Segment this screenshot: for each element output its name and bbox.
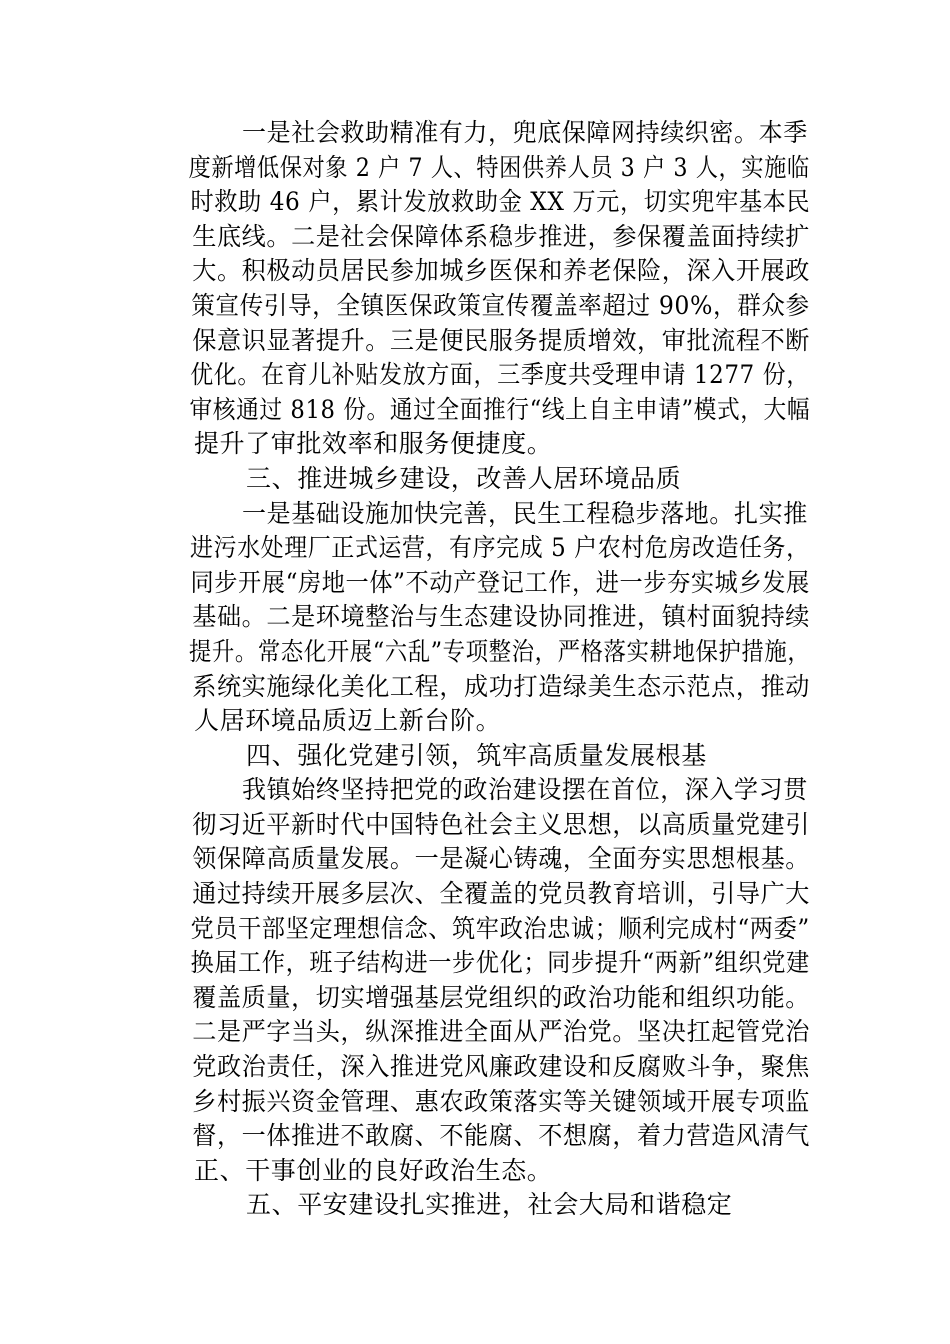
paragraph-line: 换届工作，班子结构进一步优化；同步提升“两新”组织党建 [190,948,810,978]
paragraph-line: 审核通过 818 份。通过全面推行“线上自主申请”模式，大幅 [189,394,811,424]
paragraph-line: 同步开展“房地一体”不动产登记工作，进一步夯实城乡发展 [190,567,810,597]
body-paragraph [144,773,810,1188]
paragraph-line: 我镇始终坚持把党的政治建设摆在首位，深入学习贯 [242,775,808,805]
paragraph-line: 乡村振兴资金管理、惠农政策落实等关键领域开展专项监 [192,1086,811,1116]
paragraph-line: 正、干事创业的良好政治生态。 [194,1155,553,1185]
body-paragraph [144,497,810,739]
section-heading [144,462,810,497]
paragraph-line: 党政治责任，深入推进党风廉政建设和反腐败斗争，聚焦 [192,1052,811,1082]
paragraph-line: 优化。在育儿补贴发放方面，三季度共受理申请 1277 份， [190,360,810,390]
heading-text: 四、强化党建引领，筑牢高质量发展根基 [246,740,707,770]
paragraph-line: 时救助 46 户，累计发放救助金 XX 万元，切实兜牢基本民 [190,187,811,217]
paragraph-line: 一是社会救助精准有力，兜底保障网持续织密。本季 [242,118,808,147]
heading-text: 五、平安建设扎实推进，社会大局和谐稳定 [246,1190,733,1220]
paragraph-line: 通过持续开展多层次、全覆盖的党员教育培训，引导广大 [192,879,811,909]
section-heading [144,1188,810,1223]
paragraph-line: 一是基础设施加快完善，民生工程稳步落地。扎实推 [242,498,808,528]
paragraph-line: 大。积极动员居民参加城乡医保和养老保险，深入开展政 [192,256,811,286]
paragraph-line: 系统实施绿化美化工程，成功打造绿美生态示范点，推动 [192,671,811,701]
paragraph-line: 覆盖质量，切实增强基层党组织的政治功能和组织功能。 [192,982,811,1012]
paragraph-line: 生底线。二是社会保障体系稳步推进，参保覆盖面持续扩 [192,221,811,251]
heading-text: 三、推进城乡建设，改善人居环境品质 [246,463,682,493]
document-body [144,116,810,1223]
paragraph-line: 基础。二是环境整治与生态建设协同推进，镇村面貌持续 [192,602,811,632]
paragraph-line: 人居环境品质迈上新台阶。 [194,706,502,736]
paragraph-line: 党员干部坚定理想信念、筑牢政治忠诚；顺利完成村“两委” [190,913,810,943]
paragraph-line: 督，一体推进不敢腐、不能腐、不想腐，着力营造风清气 [192,1121,811,1151]
paragraph-line: 领保障高质量发展。一是凝心铸魂，全面夯实思想根基。 [192,844,811,874]
paragraph-line: 策宣传引导，全镇医保政策宣传覆盖率超过 90%，群众参 [191,290,810,320]
paragraph-line: 提升。常态化开展“六乱”专项整治，严格落实耕地保护措施， [188,636,811,666]
paragraph-line: 度新增低保对象 2 户 7 人、特困供养人员 3 户 3 人，实施临 [188,152,810,182]
paragraph-line: 彻习近平新时代中国特色社会主义思想，以高质量党建引 [192,809,811,839]
paragraph-line: 提升了审批效率和服务便捷度。 [194,429,553,459]
paragraph-line: 保意识显著提升。三是便民服务提质增效，审批流程不断 [192,325,811,355]
body-paragraph [144,116,810,462]
section-heading [144,739,810,774]
paragraph-line: 进污水处理厂正式运营，有序完成 5 户农村危房改造任务， [189,533,810,563]
paragraph-line: 二是严字当头，纵深推进全面从严治党。坚决扛起管党治 [192,1017,811,1047]
